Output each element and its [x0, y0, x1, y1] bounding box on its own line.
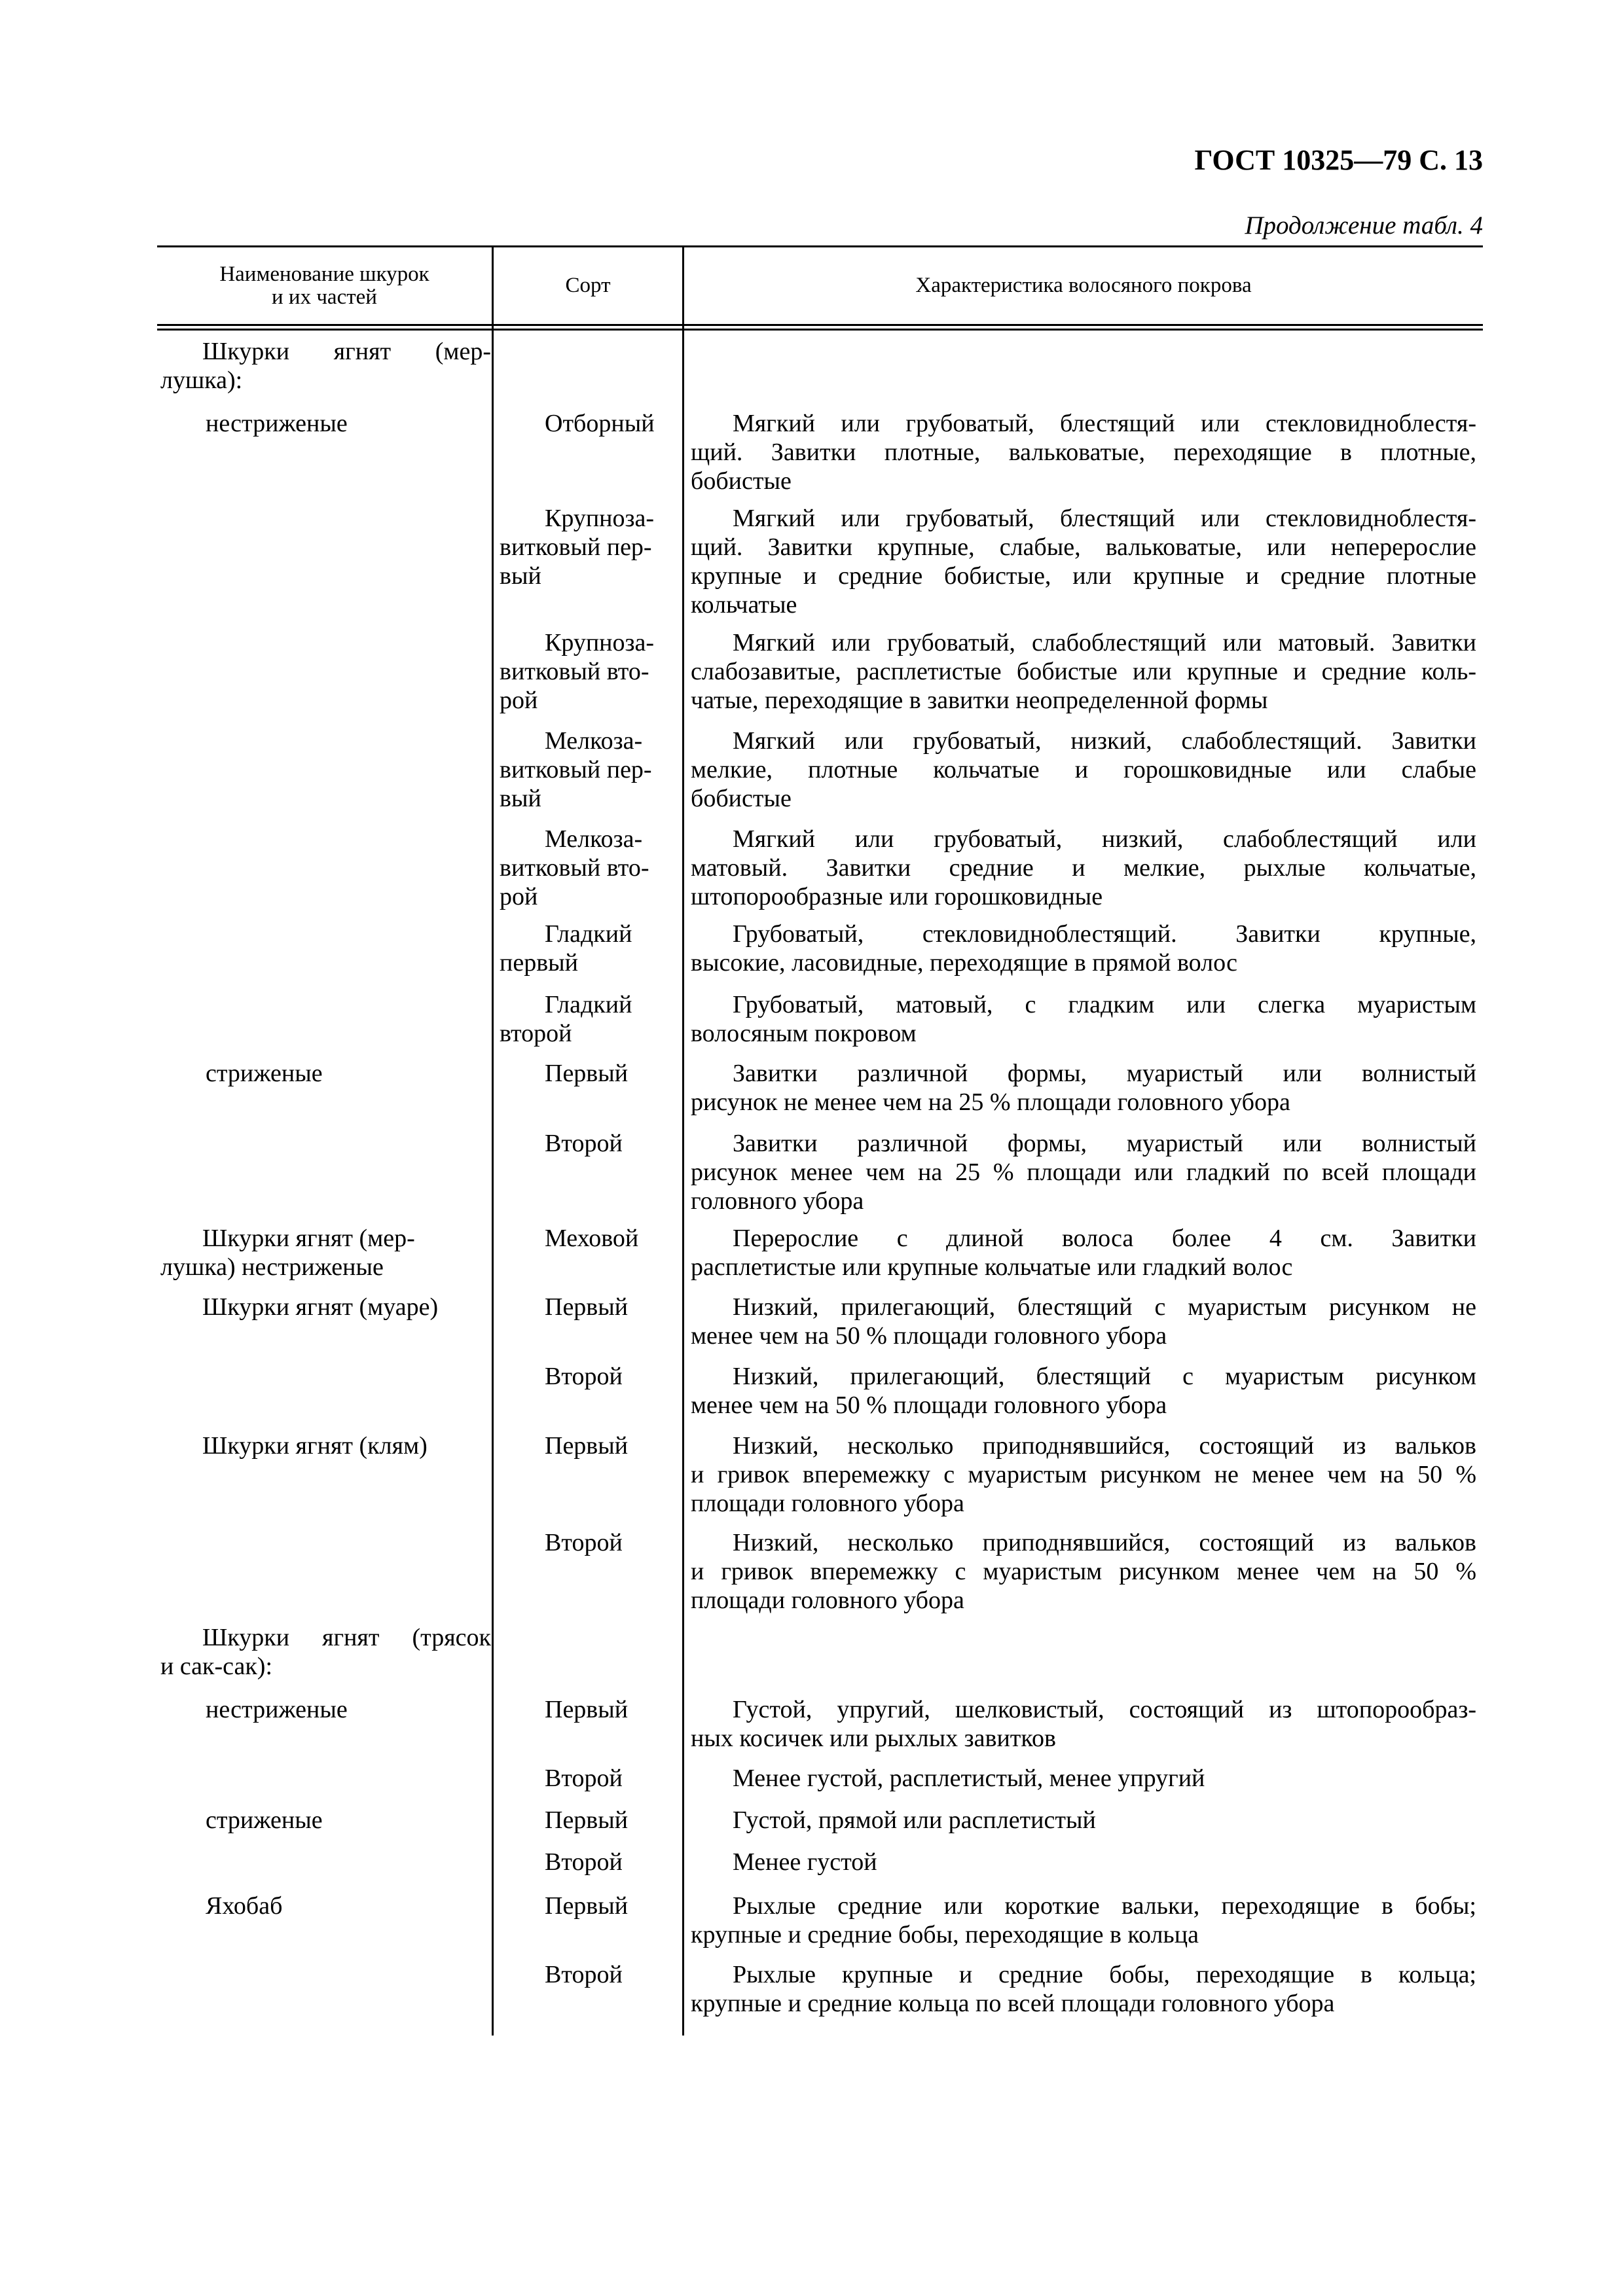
pelt-name-cell — [160, 1623, 491, 1681]
characteristic-line: штопорообразные или горошковидные — [691, 883, 1103, 910]
grade-line: Второй — [545, 1529, 623, 1556]
grade-cell — [500, 1892, 673, 1920]
characteristic-line: щий. Завитки крупные, слабые, вальковатые, или неперерослие — [691, 533, 1476, 561]
characteristic-line: ных косичек или рыхлых завитков — [691, 1725, 1056, 1752]
grade-line: Крупноза- — [545, 505, 655, 532]
grade-line: Первый — [545, 1696, 629, 1723]
grade-line: Первый — [545, 1432, 629, 1460]
characteristic-cell — [691, 1960, 1476, 2018]
characteristic-line: Низкий, несколько приподнявшийся, состоящий из вальков — [733, 1529, 1476, 1556]
grade-line: витковый пер- — [500, 533, 652, 561]
grade-cell — [500, 1293, 673, 1321]
pelt-name-line: и сак-сак): — [160, 1653, 273, 1680]
characteristic-line: и гривок вперемежку с муаристым рисунком менее чем на 50 % — [691, 1558, 1476, 1585]
grade-line: витковый вто- — [500, 854, 649, 882]
grade-cell — [500, 920, 673, 977]
grade-cell — [500, 726, 673, 813]
column-header-grade: Сорт — [565, 274, 611, 297]
pelt-name-line: лушка): — [160, 367, 243, 394]
pelt-name-line: стриженые — [206, 1806, 323, 1834]
characteristic-line: крупные и средние бобы, переходящие в кольца — [691, 1921, 1199, 1948]
characteristic-line: Густой, прямой или расплетистый — [733, 1806, 1096, 1834]
pelt-name-line: Яхобаб — [206, 1892, 283, 1920]
grade-line: Мелкоза- — [545, 825, 643, 853]
pelt-name-line: стриженые — [206, 1060, 323, 1087]
grade-line: Крупноза- — [545, 629, 655, 656]
characteristic-cell — [691, 726, 1476, 813]
characteristic-line: Завитки различной формы, муаристый или волнистый — [733, 1130, 1476, 1157]
characteristic-line: Грубоватый, матовый, с гладким или слегка муаристым — [733, 991, 1476, 1018]
pelt-name-cell — [160, 1224, 491, 1282]
characteristic-line: менее чем на 50 % площади головного убора — [691, 1322, 1167, 1350]
characteristic-line: Мягкий или грубоватый, блестящий или стекловидноблестя- — [733, 505, 1476, 532]
column-divider — [682, 245, 684, 2036]
grade-line: Первый — [545, 1892, 629, 1920]
grade-line: витковый пер- — [500, 756, 652, 783]
characteristic-line: бобистые — [691, 467, 792, 495]
grade-line: Второй — [545, 1363, 623, 1390]
characteristic-line: Менее густой, расплетистый, менее упругий — [733, 1765, 1205, 1792]
characteristic-line: матовый. Завитки средние и мелкие, рыхлые кольчатые, — [691, 854, 1476, 882]
pelt-name-line: Шкурки ягнят (трясок — [202, 1624, 491, 1651]
characteristic-line: крупные и средние кольца по всей площади головного убора — [691, 1990, 1335, 2017]
column-header-characteristic: Характеристика волосяного покрова — [915, 274, 1252, 297]
characteristic-line: Низкий, прилегающий, блестящий с муаристым рисунком — [733, 1363, 1476, 1390]
characteristic-cell — [691, 504, 1476, 619]
grade-line: Второй — [545, 1848, 623, 1876]
grade-cell — [500, 1764, 673, 1793]
characteristic-line: Низкий, несколько приподнявшийся, состоящий из вальков — [733, 1432, 1476, 1460]
pelt-name-line: Шкурки ягнят (мер- — [202, 1225, 415, 1252]
pelt-name-line: лушка) нестриженые — [160, 1253, 384, 1281]
grade-cell — [500, 1848, 673, 1876]
characteristic-line: менее чем на 50 % площади головного убора — [691, 1391, 1167, 1419]
grade-line: Первый — [545, 1060, 629, 1087]
pelt-name-cell — [160, 1293, 491, 1321]
characteristic-line: кольчатые — [691, 591, 797, 619]
grade-cell — [500, 1362, 673, 1391]
characteristic-line: и гривок вперемежку с муаристым рисунком не менее чем на 50 % — [691, 1461, 1476, 1488]
characteristic-cell — [691, 409, 1476, 495]
characteristic-cell — [691, 1528, 1476, 1615]
grade-line: вый — [500, 785, 541, 812]
characteristic-line: мелкие, плотные кольчатые и горошковидные или слабые — [691, 756, 1476, 783]
pelt-name-cell — [160, 1892, 491, 1920]
grade-line: Первый — [545, 1806, 629, 1834]
characteristic-line: головного убора — [691, 1187, 864, 1215]
characteristic-cell — [691, 628, 1476, 715]
grade-line: Меховой — [545, 1225, 639, 1252]
grade-cell — [500, 1806, 673, 1835]
grade-line: Первый — [545, 1293, 629, 1321]
characteristic-line: бобистые — [691, 785, 792, 812]
characteristic-cell — [691, 1362, 1476, 1420]
grade-cell — [500, 1431, 673, 1460]
grade-cell — [500, 1528, 673, 1557]
characteristic-line: площади головного убора — [691, 1587, 964, 1614]
characteristic-line: Мягкий или грубоватый, низкий, слабоблестящий или — [733, 825, 1476, 853]
pelt-name-line: Шкурки ягнят (мер- — [202, 338, 491, 365]
grade-cell — [500, 1695, 673, 1724]
pelt-name-cell — [160, 1806, 491, 1835]
characteristic-line: чатые, переходящие в завитки неопределенной формы — [691, 687, 1268, 714]
grade-line: Мелкоза- — [545, 727, 643, 755]
pelt-name-line: Шкурки ягнят (муаре) — [202, 1293, 439, 1321]
characteristic-line: Мягкий или грубоватый, низкий, слабоблестящий. Завитки — [733, 727, 1476, 755]
grade-line: Гладкий — [545, 920, 632, 948]
grade-cell — [500, 409, 673, 438]
characteristic-line: Мягкий или грубоватый, слабоблестящий или матовый. Завитки — [733, 629, 1476, 656]
grade-cell — [500, 504, 673, 590]
characteristic-line: Перерослие с длиной волоса более 4 см. Завитки — [733, 1225, 1476, 1252]
pelt-name-cell — [160, 337, 491, 395]
grade-line: Второй — [545, 1961, 623, 1988]
characteristic-cell — [691, 1695, 1476, 1753]
table-header-double-rule — [157, 324, 1483, 331]
characteristic-line: Мягкий или грубоватый, блестящий или стекловидноблестя- — [733, 410, 1476, 437]
pelt-name-cell — [160, 1059, 491, 1088]
grade-cell — [500, 825, 673, 911]
pelt-name-cell — [160, 1695, 491, 1724]
pelt-name-cell — [160, 409, 491, 438]
characteristic-line: Густой, упругий, шелковистый, состоящий из штопорообраз- — [733, 1696, 1476, 1723]
grade-line: Второй — [545, 1130, 623, 1157]
characteristic-cell — [691, 1129, 1476, 1215]
grade-cell — [500, 1059, 673, 1088]
grade-line: Гладкий — [545, 991, 632, 1018]
grade-cell — [500, 1129, 673, 1158]
grade-cell — [500, 628, 673, 715]
characteristic-cell — [691, 1848, 1476, 1876]
grade-line: Отборный — [545, 410, 655, 437]
grade-line: вый — [500, 562, 541, 590]
characteristic-cell — [691, 1059, 1476, 1117]
characteristic-line: Менее густой — [733, 1848, 877, 1876]
characteristic-cell — [691, 1806, 1476, 1835]
column-divider — [492, 245, 494, 2036]
characteristic-line: Завитки различной формы, муаристый или волнистый — [733, 1060, 1476, 1087]
pelt-name-line: Шкурки ягнят (клям) — [202, 1432, 428, 1460]
page-header: ГОСТ 10325—79 С. 13 — [1194, 144, 1483, 176]
characteristic-line: Рыхлые средние или короткие вальки, переходящие в бобы; — [733, 1892, 1476, 1920]
grade-table — [157, 245, 1483, 2036]
grade-line: первый — [500, 949, 579, 977]
characteristic-cell — [691, 825, 1476, 911]
characteristic-line: площади головного убора — [691, 1490, 964, 1517]
characteristic-cell — [691, 1764, 1476, 1793]
characteristic-cell — [691, 990, 1476, 1048]
characteristic-line: крупные и средние бобистые, или крупные и средние плотные — [691, 562, 1476, 590]
characteristic-line: волосяным покровом — [691, 1020, 917, 1047]
grade-line: Второй — [545, 1765, 623, 1792]
characteristic-cell — [691, 1431, 1476, 1518]
characteristic-cell — [691, 1224, 1476, 1282]
grade-cell — [500, 990, 673, 1048]
grade-line: витковый вто- — [500, 658, 649, 685]
characteristic-line: Рыхлые крупные и средние бобы, переходящие в кольца; — [733, 1961, 1476, 1988]
grade-line: рой — [500, 687, 538, 714]
grade-line: рой — [500, 883, 538, 910]
characteristic-cell — [691, 1892, 1476, 1949]
characteristic-line: рисунок не менее чем на 25 % площади головного убора — [691, 1088, 1290, 1116]
table-continuation-note: Продолжение табл. 4 — [1245, 211, 1483, 240]
characteristic-line: Низкий, прилегающий, блестящий с муаристым рисунком не — [733, 1293, 1476, 1321]
grade-cell — [500, 1224, 673, 1253]
characteristic-line: расплетистые или крупные кольчатые или гладкий волос — [691, 1253, 1293, 1281]
pelt-name-cell — [160, 1431, 491, 1460]
characteristic-line: щий. Завитки плотные, вальковатые, переходящие в плотные, — [691, 439, 1476, 466]
characteristic-cell — [691, 1293, 1476, 1350]
characteristic-line: высокие, ласовидные, переходящие в прямой волос — [691, 949, 1237, 977]
pelt-name-line: нестриженые — [206, 1696, 348, 1723]
characteristic-cell — [691, 920, 1476, 977]
grade-line: второй — [500, 1020, 572, 1047]
grade-cell — [500, 1960, 673, 1989]
pelt-name-line: нестриженые — [206, 410, 348, 437]
characteristic-line: слабозавитые, расплетистые бобистые или крупные и средние коль- — [691, 658, 1476, 685]
characteristic-line: рисунок менее чем на 25 % площади или гладкий по всей площади — [691, 1158, 1476, 1186]
characteristic-line: Грубоватый, стекловидноблестящий. Завитки крупные, — [733, 920, 1476, 948]
column-header-name: Наименование шкурок и их частей — [219, 262, 429, 309]
